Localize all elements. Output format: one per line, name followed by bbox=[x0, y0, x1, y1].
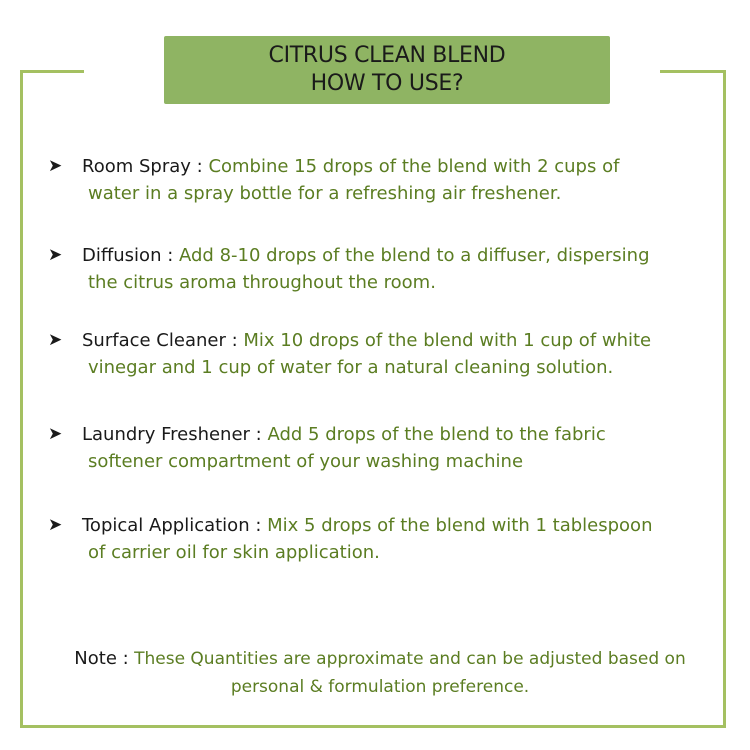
item-text-cont: of carrier oil for skin application. bbox=[88, 542, 380, 563]
item-label: Topical Application : bbox=[82, 515, 262, 536]
item-text: Add 5 drops of the blend to the fabric bbox=[267, 424, 606, 445]
item-text: Mix 10 drops of the blend with 1 cup of white bbox=[243, 330, 652, 351]
page-title: CITRUS CLEAN BLEND bbox=[268, 43, 506, 68]
arrow-bullet-icon: ➤ bbox=[48, 156, 63, 176]
note-text-cont: personal & formulation preference. bbox=[230, 677, 530, 697]
item-label: Laundry Freshener : bbox=[82, 424, 262, 445]
item-text: Add 8-10 drops of the blend to a diffuser, dispersing bbox=[179, 245, 650, 266]
note-block bbox=[40, 645, 720, 701]
note-text: These Quantities are approximate and can be adjusted based on bbox=[134, 649, 686, 669]
item-text: Mix 5 drops of the blend with 1 tablespoon bbox=[267, 515, 653, 536]
item-text-cont: water in a spray bottle for a refreshing air freshener. bbox=[88, 183, 562, 204]
arrow-bullet-icon: ➤ bbox=[48, 515, 63, 535]
title-banner bbox=[164, 36, 610, 104]
item-text: Combine 15 drops of the blend with 2 cups of bbox=[208, 156, 620, 177]
page-subtitle: HOW TO USE? bbox=[310, 71, 464, 96]
item-text-cont: softener compartment of your washing machine bbox=[88, 451, 524, 472]
list-item-surface-cleaner bbox=[48, 327, 718, 381]
item-text-cont: the citrus aroma throughout the room. bbox=[88, 272, 436, 293]
item-label: Surface Cleaner : bbox=[82, 330, 238, 351]
arrow-bullet-icon: ➤ bbox=[48, 424, 63, 444]
item-label: Room Spray : bbox=[82, 156, 203, 177]
item-text-cont: vinegar and 1 cup of water for a natural cleaning solution. bbox=[88, 357, 614, 378]
item-label: Diffusion : bbox=[82, 245, 174, 266]
list-item-diffusion bbox=[48, 242, 718, 296]
list-item-laundry-freshener bbox=[48, 421, 718, 475]
list-item-topical-application bbox=[48, 512, 718, 566]
note-label: Note : bbox=[74, 648, 129, 669]
arrow-bullet-icon: ➤ bbox=[48, 330, 63, 350]
arrow-bullet-icon: ➤ bbox=[48, 245, 63, 265]
list-item-room-spray bbox=[48, 153, 718, 207]
